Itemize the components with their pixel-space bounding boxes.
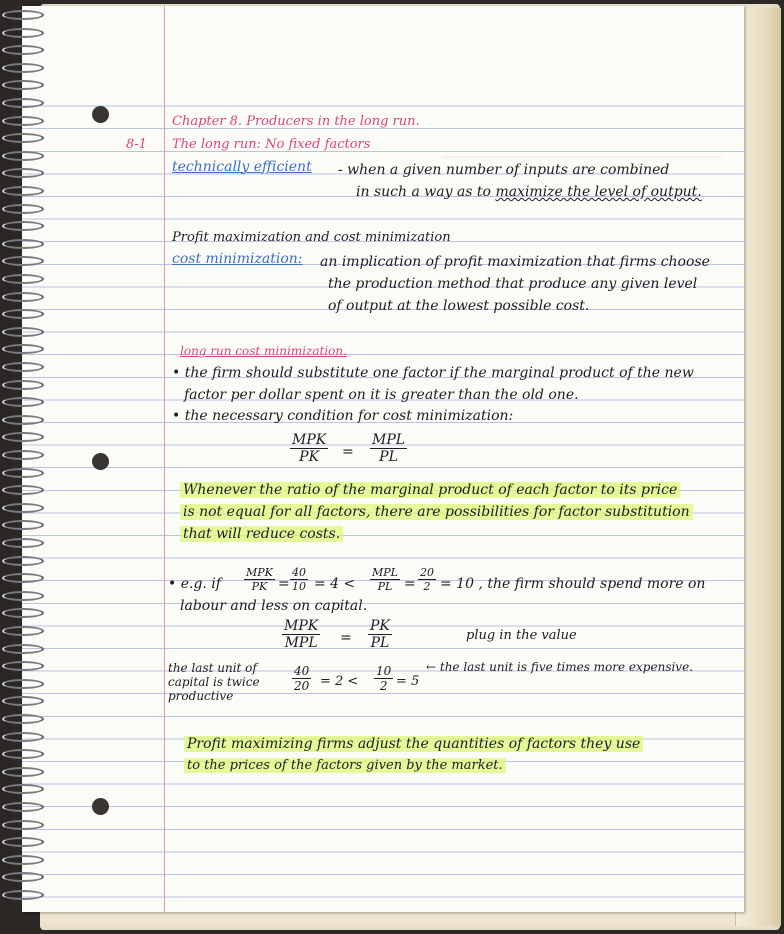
spiral-coil	[2, 327, 44, 337]
eq3-frac2-den: 2	[379, 679, 388, 693]
tech-def-line-2	[356, 184, 702, 200]
spiral-coil	[2, 626, 44, 636]
term-cost-minimization: cost minimization:	[172, 251, 303, 267]
eq1-den-right: PL	[379, 449, 398, 465]
bleed-through-mark	[442, 156, 722, 158]
spiral-coil	[2, 397, 44, 407]
spiral-coil	[2, 485, 44, 495]
spiral-coil	[2, 80, 44, 90]
notebook-page	[22, 6, 744, 912]
plug-in-note: plug in the value	[466, 628, 577, 643]
side-note-2: capital is twice	[168, 675, 260, 689]
spiral-coil	[2, 309, 44, 319]
long-run-heading: long run cost minimization.	[180, 344, 347, 358]
cost-def-line-2: the production method that produce any given level	[328, 276, 698, 292]
spiral-coil	[2, 45, 44, 55]
eq2-equals: =	[340, 630, 352, 646]
eg-frac4-num: 20	[420, 566, 434, 579]
spiral-coil	[2, 151, 44, 161]
spiral-coil	[2, 696, 44, 706]
chapter-heading: Chapter 8. Producers in the long run.	[172, 114, 420, 129]
eq3-frac-10-2	[374, 664, 393, 693]
eq3-mid: = 2 <	[320, 674, 359, 689]
spiral-coil	[2, 98, 44, 108]
spiral-coil	[2, 380, 44, 390]
fraction-mpk-pk	[290, 432, 328, 465]
eg-frac-40-10	[290, 566, 308, 593]
eq1-num-left: MPK	[292, 432, 327, 448]
highlight-2-a: Profit maximizing firms adjust the quantities of factors they use	[184, 736, 643, 752]
spiral-coil	[2, 292, 44, 302]
eq3-frac2-num: 10	[376, 664, 392, 678]
spiral-coil	[2, 855, 44, 865]
spiral-coil	[2, 133, 44, 143]
eg-frac1-den: PK	[251, 580, 268, 593]
margin-line	[164, 6, 165, 912]
highlight-1-line-3	[180, 526, 343, 542]
eg-frac4-den: 2	[423, 580, 431, 593]
spiral-coil	[2, 415, 44, 425]
side-note-3: productive	[168, 689, 234, 703]
eg-conclusion: = 10 , the firm should spend more on	[440, 576, 706, 592]
bullet-substitute-2: factor per dollar spent on it is greater than the old one.	[184, 387, 579, 403]
eq2-den-right: PL	[370, 635, 390, 651]
highlight-1-line-1	[180, 482, 680, 498]
eg-frac2-num: 40	[292, 566, 306, 579]
spiral-coil	[2, 221, 44, 231]
punch-hole-middle	[92, 453, 109, 470]
spiral-coil	[2, 749, 44, 759]
tech-def-line-1: - when a given number of inputs are combined	[338, 162, 670, 178]
spiral-coil	[2, 679, 44, 689]
fraction-pk-pl	[368, 618, 392, 651]
spiral-coil	[2, 344, 44, 354]
side-note-1: the last unit of	[168, 661, 257, 675]
eg-equals-1: =	[278, 576, 290, 592]
eg-frac-20-2	[418, 566, 436, 593]
eq3-frac1-num: 40	[294, 664, 310, 678]
eg-prefix: • e.g. if	[168, 576, 221, 592]
spiral-coil	[2, 802, 44, 812]
spiral-coil	[2, 186, 44, 196]
highlight-2-line-2	[184, 758, 506, 773]
spiral-coil	[2, 432, 44, 442]
arrow-note: ← the last unit is five times more expensive.	[426, 660, 694, 674]
eg-frac3-num: MPL	[372, 566, 398, 579]
tech-def-prefix: in such a way as to	[356, 184, 491, 200]
profit-cost-heading: Profit maximization and cost minimization	[172, 230, 451, 245]
spiral-coil	[2, 256, 44, 266]
spiral-coil	[2, 767, 44, 777]
bullet-substitute-1: • the firm should substitute one factor if the marginal product of the new	[172, 365, 694, 381]
fraction-mpl-pl	[370, 432, 407, 465]
spiral-coil	[2, 714, 44, 724]
eq2-den-left: MPL	[284, 635, 318, 651]
eg-equals-2: =	[404, 576, 416, 592]
spiral-coil	[2, 837, 44, 847]
spiral-coil	[2, 556, 44, 566]
spiral-coil	[2, 608, 44, 618]
highlight-1-b: is not equal for all factors, there are possibilities for factor substitution	[180, 504, 693, 520]
eq1-num-right: MPL	[372, 432, 406, 448]
spiral-coil	[2, 274, 44, 284]
spiral-coil	[2, 661, 44, 671]
highlight-2-b: to the prices of the factors given by the market.	[184, 758, 506, 773]
spiral-coil	[2, 468, 44, 478]
spiral-coil	[2, 204, 44, 214]
eg-frac3-den: PL	[377, 580, 393, 593]
spiral-coil	[2, 591, 44, 601]
highlight-1-a: Whenever the ratio of the marginal product of each factor to its price	[180, 482, 680, 498]
eq3-frac-40-20	[292, 664, 311, 693]
spiral-coil	[2, 820, 44, 830]
page-top-margin	[22, 6, 744, 84]
spiral-coil	[2, 10, 44, 20]
cost-def-line-3: of output at the lowest possible cost.	[328, 298, 590, 314]
spiral-coil	[2, 28, 44, 38]
eg-line-2: labour and less on capital.	[180, 598, 368, 614]
eq1-den-left: PK	[299, 449, 320, 465]
eq1-equals: =	[342, 444, 354, 460]
eq3-tail: = 5	[396, 674, 420, 689]
spiral-coil	[2, 116, 44, 126]
punch-hole-top	[92, 106, 109, 123]
spiral-coil	[2, 872, 44, 882]
spiral-coil	[2, 63, 44, 73]
eg-frac-mpl-pl	[370, 566, 400, 593]
eg-mid: = 4 <	[314, 576, 356, 592]
eq3-frac1-den: 20	[294, 679, 310, 693]
eg-frac2-den: 10	[292, 580, 306, 593]
highlight-1-line-2	[180, 504, 693, 520]
tech-def-wavy: maximize the level of output.	[495, 184, 702, 200]
spiral-coil	[2, 450, 44, 460]
eg-frac-mpk-pk	[244, 566, 275, 593]
spiral-coil	[2, 890, 44, 900]
highlight-2-line-1	[184, 736, 643, 752]
spiral-coil	[2, 520, 44, 530]
fraction-mpk-mpl	[282, 618, 320, 651]
highlight-1-c: that will reduce costs.	[180, 526, 343, 542]
spiral-coil	[2, 732, 44, 742]
eq2-num-left: MPK	[284, 618, 319, 634]
punch-hole-bottom	[92, 798, 109, 815]
section-number: 8-1	[126, 137, 147, 152]
spiral-coil	[2, 573, 44, 583]
cost-def-line-1: an implication of profit maximization that firms choose	[320, 254, 710, 270]
spiral-coil	[2, 538, 44, 548]
spiral-coil	[2, 503, 44, 513]
spiral-binding	[2, 10, 46, 910]
spiral-coil	[2, 362, 44, 372]
bullet-necessary-condition: • the necessary condition for cost minimization:	[172, 408, 514, 424]
spiral-coil	[2, 168, 44, 178]
spiral-coil	[2, 644, 44, 654]
eq2-num-right: PK	[370, 618, 390, 634]
section-title: The long run: No fixed factors	[172, 137, 371, 152]
eg-frac1-num: MPK	[246, 566, 273, 579]
term-technically-efficient: technically efficient	[172, 159, 312, 175]
spiral-coil	[2, 784, 44, 794]
spiral-coil	[2, 239, 44, 249]
